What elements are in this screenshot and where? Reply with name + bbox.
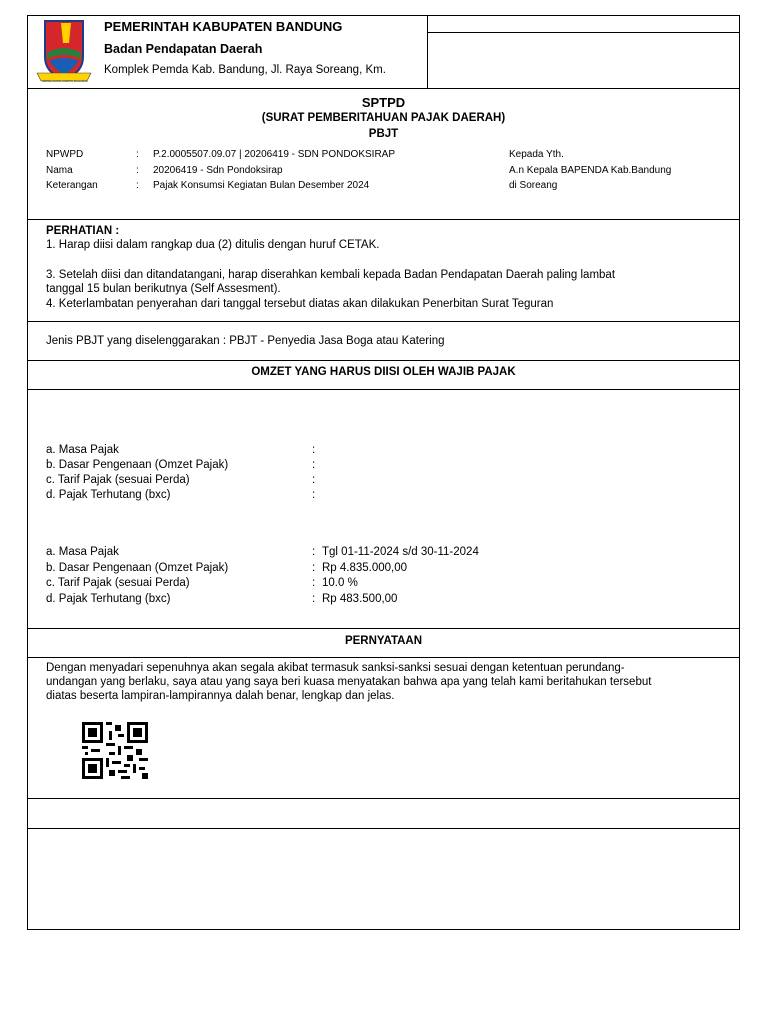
recipient-line: A.n Kepala BAPENDA Kab.Bandung bbox=[509, 165, 672, 176]
omzet-sep: : bbox=[312, 474, 316, 486]
info-label: NPWPD bbox=[46, 149, 84, 160]
omzet-label: c. Tarif Pajak (sesuai Perda) bbox=[46, 474, 190, 486]
jenis-text: Jenis PBJT yang diselenggarakan : PBJT - Penyedia Jasa Boga atau Katering bbox=[46, 335, 445, 347]
agency-address: Komplek Pemda Kab. Bandung, Jl. Raya Soreang, Km. bbox=[104, 64, 386, 76]
notice-item: 1. Harap diisi dalam rangkap dua (2) ditulis dengan huruf CETAK. bbox=[46, 239, 380, 251]
document-subtitle: (SURAT PEMBERITAHUAN PAJAK DAERAH) bbox=[261, 112, 506, 124]
coat-of-arms-icon bbox=[31, 17, 97, 87]
omzet-sep: : bbox=[312, 489, 316, 501]
notice-heading: PERHATIAN : bbox=[46, 225, 120, 237]
omzet-label: b. Dasar Pengenaan (Omzet Pajak) bbox=[46, 459, 229, 471]
omzet-sep: : bbox=[312, 562, 316, 574]
info-sep: : bbox=[136, 165, 139, 176]
header-right-line bbox=[427, 32, 740, 33]
info-label: Keterangan bbox=[46, 180, 98, 191]
recipient-line: di Soreang bbox=[509, 180, 558, 191]
omzet-sep: : bbox=[312, 593, 316, 605]
info-value: Pajak Konsumsi Kegiatan Bulan Desember 2024 bbox=[153, 180, 370, 191]
omzet-value: Rp 483.500,00 bbox=[322, 593, 398, 605]
info-sep: : bbox=[136, 180, 139, 191]
omzet-label: a. Masa Pajak bbox=[46, 444, 119, 456]
empty-row-box bbox=[27, 798, 740, 829]
statement-text: Dengan menyadari sepenuhnya akan segala akibat termasuk sanksi-sanksi sesuai dengan ketentuan perundang- bbox=[46, 662, 625, 674]
notice-item: 4. Keterlambatan penyerahan dari tanggal tersebut diatas akan dilakukan Penerbitan Surat Teguran bbox=[46, 298, 554, 310]
omzet-sep: : bbox=[312, 577, 316, 589]
omzet-label: d. Pajak Terhutang (bxc) bbox=[46, 593, 171, 605]
document-type: PBJT bbox=[368, 128, 399, 140]
recipient-line: Kepada Yth. bbox=[509, 149, 564, 160]
agency-name: Badan Pendapatan Daerah bbox=[104, 42, 263, 56]
omzet-label: c. Tarif Pajak (sesuai Perda) bbox=[46, 577, 190, 589]
omzet-sep: : bbox=[312, 444, 316, 456]
info-value: P.2.0005507.09.07 | 20206419 - SDN PONDOKSIRAP bbox=[153, 149, 396, 160]
notice-item: tanggal 15 bulan berikutnya (Self Assesment). bbox=[46, 283, 281, 295]
info-value: 20206419 - Sdn Pondoksirap bbox=[153, 165, 283, 176]
omzet-heading: OMZET YANG HARUS DIISI OLEH WAJIB PAJAK bbox=[251, 366, 516, 378]
logo-ribbon-text: REPEH RAPIH KERTA RAHARJA bbox=[42, 80, 88, 83]
qr-code-icon bbox=[82, 722, 148, 779]
government-name: PEMERINTAH KABUPATEN BANDUNG bbox=[104, 19, 343, 34]
omzet-sep: : bbox=[312, 459, 316, 471]
omzet-value: 10.0 % bbox=[322, 577, 358, 589]
omzet-value: Tgl 01-11-2024 s/d 30-11-2024 bbox=[322, 546, 479, 558]
omzet-sep: : bbox=[312, 546, 316, 558]
statement-heading: PERNYATAAN bbox=[344, 635, 423, 647]
omzet-value: Rp 4.835.000,00 bbox=[322, 562, 408, 574]
omzet-label: a. Masa Pajak bbox=[46, 546, 119, 558]
statement-text: diatas beserta lampiran-lampirannya dalah benar, lengkap dan jelas. bbox=[46, 690, 395, 702]
header-divider bbox=[427, 15, 428, 89]
notice-item: 3. Setelah diisi dan ditandatangani, harap diserahkan kembali kepada Badan Pendapatan Daerah paling lambat bbox=[46, 269, 616, 281]
omzet-label: d. Pajak Terhutang (bxc) bbox=[46, 489, 171, 501]
omzet-label: b. Dasar Pengenaan (Omzet Pajak) bbox=[46, 562, 229, 574]
statement-text: undangan yang berlaku, saya atau yang saya beri kuasa menyatakan bahwa apa yang telah kami beritahukan tersebut bbox=[46, 676, 652, 688]
info-label: Nama bbox=[46, 165, 73, 176]
bottom-box bbox=[27, 828, 740, 930]
info-sep: : bbox=[136, 149, 139, 160]
document-title: SPTPD bbox=[361, 95, 406, 110]
logo bbox=[31, 17, 97, 87]
